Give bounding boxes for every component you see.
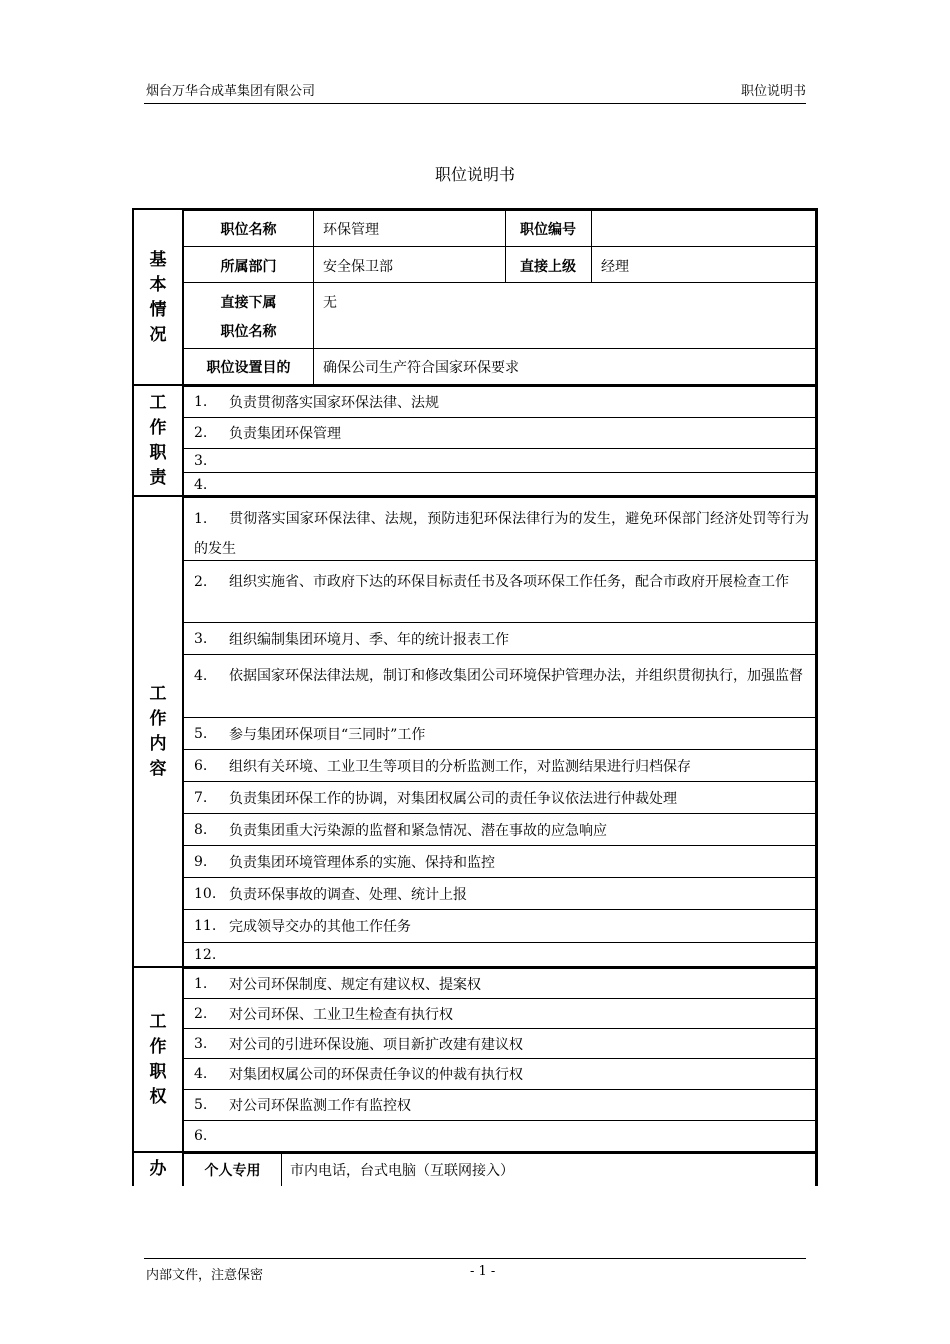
position-code-label: 职位编号 [520,222,576,238]
authority-section-label: 工作职权 [149,1011,167,1107]
basic-line-1 [184,246,815,247]
subordinate-value: 无 [323,295,337,311]
list-item: 9. 负责集团环境管理体系的实施、保持和监控 [184,845,815,877]
list-item: 4. 依据国家环保法律法规，制订和修改集团公司环境保护管理办法，并组织贯彻执行，加强监督 [184,654,815,717]
list-item: 2. 负责集团环保管理 [184,417,815,448]
basic-line-3 [184,348,815,349]
list-item: 10. 负责环保事故的调查、处理、统计上报 [184,877,815,909]
list-item: 5. 对公司环保监测工作有监控权 [184,1089,815,1120]
basic-line-2 [184,282,815,283]
duties-section-label: 工作职责 [149,393,167,488]
authority-section-label-cell [134,968,184,1151]
office-vline [281,1153,282,1186]
list-item: 3. [184,448,815,472]
purpose-label: 职位设置目的 [206,360,291,376]
list-item: 1. 贯彻落实国家环保法律、法规，预防违犯环保法律行为的发生，避免环保部门经济处罚等行为的发生 [184,497,815,560]
office-section-label-cell [134,1153,184,1186]
list-item: 4. [184,472,815,496]
office-top-line [184,1153,815,1154]
document-title: 职位说明书 [434,165,515,184]
basic-top-line [184,210,815,211]
department-label: 所属部门 [220,259,277,275]
list-item: 5. 参与集团环保项目“三同时”工作 [184,717,815,749]
list-item: 7. 负责集团环保工作的协调，对集团权属公司的责任争议依法进行仲裁处理 [184,781,815,813]
list-item: 4. 对集团权属公司的环保责任争议的仲裁有执行权 [184,1058,815,1089]
personal-value: 市内电话，台式电脑（互联网接入） [290,1163,514,1179]
content-right-border [815,497,816,967]
duties-section-label-cell [134,386,184,496]
header-company: 烟台万华合成革集团有限公司 [146,84,316,99]
subordinate-label-line2: 职位名称 [220,324,277,340]
position-name-value: 环保管理 [323,222,379,238]
basic-section-label-cell [134,210,184,385]
list-item: 12. [184,942,815,967]
superior-value: 经理 [601,259,629,275]
list-item: 6. 组织有关环境、工业卫生等项目的分析监测工作，对监测结果进行归档保存 [184,749,815,781]
list-item: 11. 完成领导交办的其他工作任务 [184,909,815,942]
personal-label: 个人专用 [204,1163,261,1179]
duties-right-border [815,386,816,496]
office-right-border [815,1153,816,1186]
header-doc-type: 职位说明书 [740,84,806,99]
basic-right-border [815,210,816,385]
purpose-value: 确保公司生产符合国家环保要求 [323,360,519,376]
list-item: 2. 组织实施省、市政府下达的环保目标责任书及各项环保工作任务，配合市政府开展检查工作 [184,560,815,622]
department-value: 安全保卫部 [323,259,393,275]
basic-section-label: 基本情况 [149,249,167,345]
superior-label: 直接上级 [520,259,576,275]
list-item: 3. 组织编制集团环境月、季、年的统计报表工作 [184,622,815,654]
list-item: 3. 对公司的引进环保设施、项目新扩改建有建议权 [184,1028,815,1058]
list-item: 6. [184,1120,815,1151]
basic-vline-label [313,210,314,385]
content-section-label-cell [134,497,184,967]
authority-right-border [815,968,816,1151]
footer-divider [144,1258,806,1259]
header-divider [144,103,806,104]
basic-vline-right [591,210,592,282]
list-item: 1. 对公司环保制度、规定有建议权、提案权 [184,968,815,998]
office-section-label: 办 [149,1159,167,1179]
subordinate-label-line1: 直接下属 [220,295,277,311]
list-item: 8. 负责集团重大污染源的监督和紧急情况、潜在事故的应急响应 [184,813,815,845]
list-item: 1. 负责贯彻落实国家环保法律、法规 [184,386,815,417]
content-section-label: 工作内容 [149,684,167,779]
list-item: 2. 对公司环保、工业卫生检查有执行权 [184,998,815,1028]
position-name-label: 职位名称 [220,222,277,238]
page-number: - 1 - [470,1264,496,1279]
footer-note: 内部文件，注意保密 [146,1268,264,1283]
